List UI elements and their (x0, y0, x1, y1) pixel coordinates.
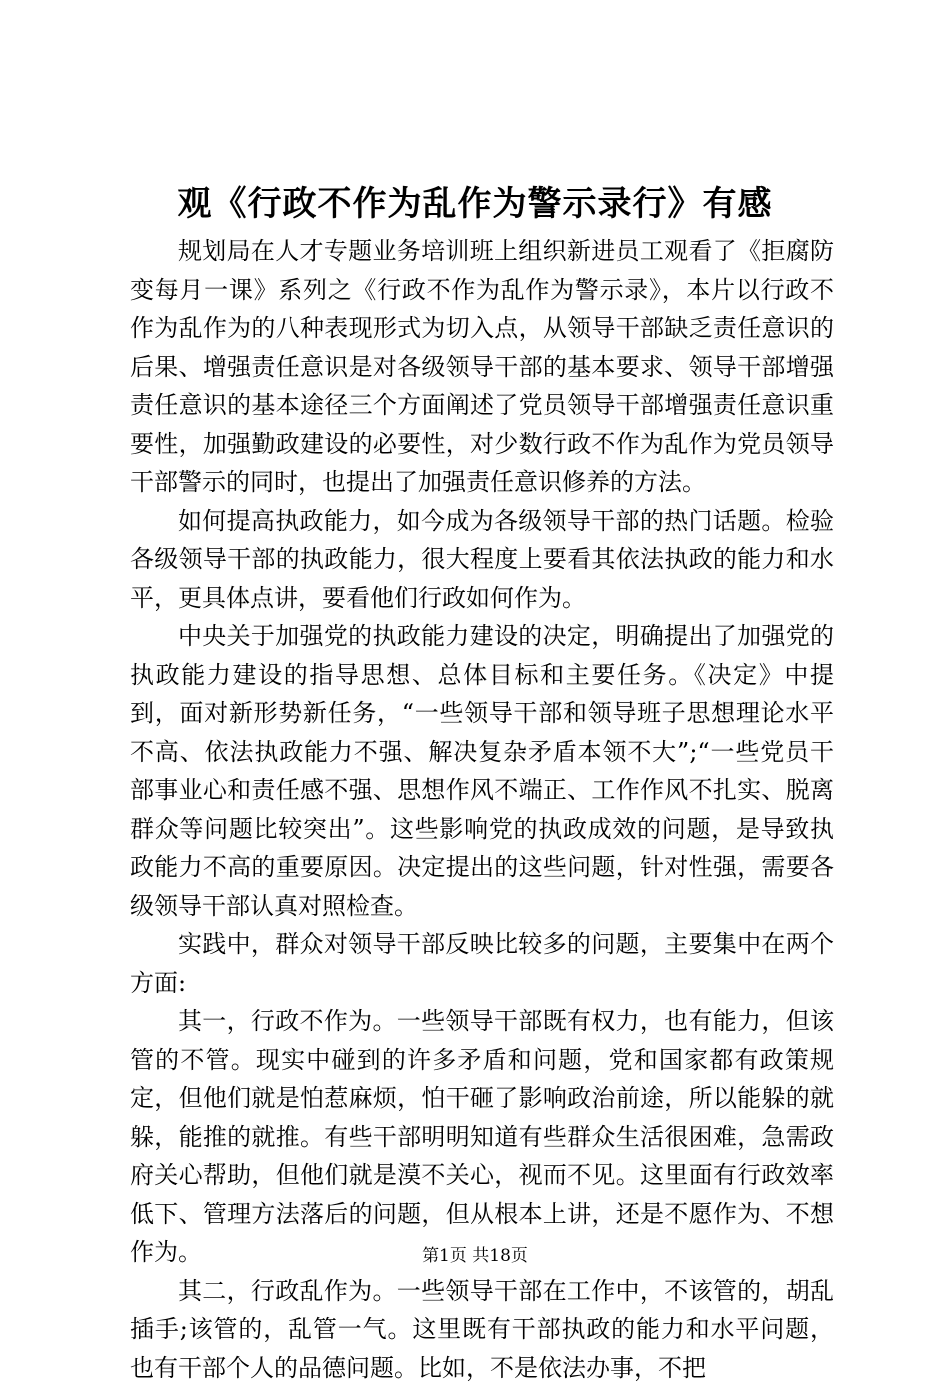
paragraph: 其二，行政乱作为。一些领导干部在工作中，不该管的，胡乱插手;该管的，乱管一气。这里既有干部执政的能力和水平问题，也有干部个人的品德问题。比如，不是依法办事，不把 (130, 1272, 834, 1387)
paragraph: 如何提高执政能力，如今成为各级领导干部的热门话题。检验各级领导干部的执政能力，很大程度上要看其依法执政的能力和水平，更具体点讲，要看他们行政如何作为。 (130, 502, 834, 618)
paragraph: 中央关于加强党的执政能力建设的决定，明确提出了加强党的执政能力建设的指导思想、总体目标和主要任务。《决定》中提到，面对新形势新任务，“一些领导干部和领导班子思想理论水平不高、依法执政能力不强、解决复杂矛盾本领不大”;“一些党员干部事业心和责任感不强、思想作风不端正、工作作风不扎实、脱离群众等问题比较突出”。这些影响党的执政成效的问题，是导致执政能力不高的重要原因。决定提出的这些问题，针对性强，需要各级领导干部认真对照检查。 (130, 617, 834, 925)
paragraph: 实践中，群众对领导干部反映比较多的问题，主要集中在两个方面: (130, 925, 834, 1002)
document-title: 观《行政不作为乱作为警示录行》有感 (0, 180, 950, 228)
paragraph: 其一，行政不作为。一些领导干部既有权力，也有能力，但该管的不管。现实中碰到的许多矛盾和问题，党和国家都有政策规定，但他们就是怕惹麻烦，怕干砸了影响政治前途，所以能躲的就躲，能推的就推。有些干部明明知道有些群众生活很困难，急需政府关心帮助，但他们就是漠不关心，视而不见。这里面有行政效率低下、管理方法落后的问题，但从根本上讲，还是不愿作为、不想作为。 (130, 1002, 834, 1272)
page-number-footer: 第1页 共18页 (0, 1244, 950, 1268)
paragraph: 规划局在人才专题业务培训班上组织新进员工观看了《拒腐防变每月一课》系列之《行政不作为乱作为警示录》，本片以行政不作为乱作为的八种表现形式为切入点，从领导干部缺乏责任意识的后果、增强责任意识是对各级领导干部的基本要求、领导干部增强责任意识的基本途径三个方面阐述了党员领导干部增强责任意识重要性，加强勤政建设的必要性，对少数行政不作为乱作为党员领导干部警示的同时，也提出了加强责任意识修养的方法。 (130, 232, 834, 502)
document-body (130, 232, 834, 1387)
